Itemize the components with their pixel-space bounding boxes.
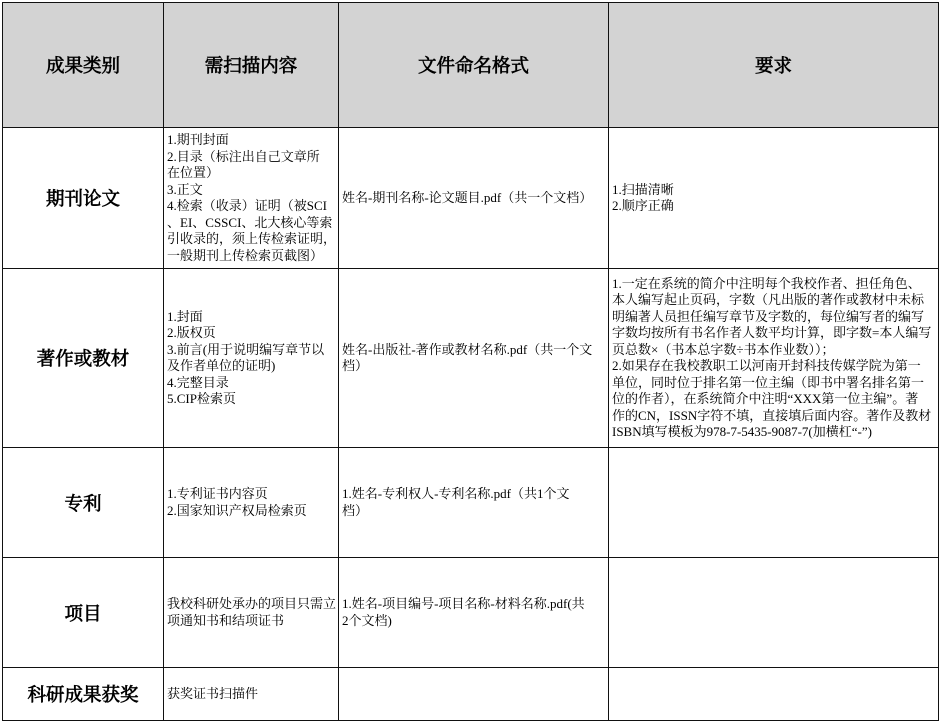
project-scan-content-cell xyxy=(164,558,339,668)
file-naming-text: 姓名-出版社-著作或教材名称.pdf（共一个文 档） xyxy=(342,341,593,373)
scan-content-text: 我校科研处承办的项目只需立 项通知书和结项证书 xyxy=(167,596,337,628)
header-scan-content xyxy=(164,3,339,128)
requirements-text: 1.一定在系统的简介中注明每个我校作者、担任角色、 本人编写起止页码，字数（凡出版的著作或教材中未标 明编著人员担任编写章节及字数的，每位编写者的编写 字数均按所有书名作者人数平均计算，即字数=本人编写 页总数×（书本总字数÷书本作业数））； 2.如果存在我校教职工以河南开封科技传媒学院为第一 单位，同时位于排名第一位主编（即书中署名排名第一 位的作者），在系统简介中注明“XXX第一位主编”。著 作的CN，ISSN字符不填，直接填后面内容。著作及教材 ISBN填写模板为978-7-5435-9087-7(加横杠“-”) xyxy=(612,275,932,439)
project-file-naming-cell xyxy=(339,558,609,668)
research-award-scan-content-cell xyxy=(164,668,339,721)
category-label: 专利 xyxy=(64,494,102,515)
category-label: 著作或教材 xyxy=(36,350,130,370)
header-file-naming xyxy=(339,3,609,128)
header-file-naming-text: 文件命名格式 xyxy=(417,57,529,77)
submission-requirements-table xyxy=(2,2,939,721)
research-award-file-naming-cell xyxy=(339,668,609,721)
book-textbook-scan-content-cell xyxy=(164,269,339,448)
research-award-category-cell xyxy=(3,668,164,721)
book-textbook-requirements-cell xyxy=(609,269,939,448)
book-textbook-file-naming-cell xyxy=(339,269,609,448)
category-label: 项目 xyxy=(64,604,102,625)
research-award-requirements-cell xyxy=(609,668,939,721)
header-scan-content-text: 需扫描内容 xyxy=(204,57,298,77)
journal-paper-category-cell xyxy=(3,128,164,269)
project-category-cell xyxy=(3,558,164,668)
journal-paper-file-naming-cell xyxy=(339,128,609,269)
file-naming-text: 1.姓名-项目编号-项目名称-材料名称.pdf(共 2个文档) xyxy=(342,596,585,628)
scan-content-text: 获奖证书扫描件 xyxy=(167,685,259,701)
category-label: 期刊论文 xyxy=(45,190,120,210)
scan-content-text: 1.期刊封面 2.目录（标注出自己文章所 在位置） 3.正文 4.检索（收录）证明（被SCI 、EI、CSSCI、北大核心等索 引收录的，须上传检索证明， 一般期刊上传检索页截图） xyxy=(167,132,337,263)
scan-content-text: 1.封面 2.版权页 3.前言(用于说明编写章节以 及作者单位的证明) 4.完整目录 5.CIP检索页 xyxy=(167,308,325,406)
file-naming-text: 姓名-期刊名称-论文题目.pdf（共一个文档） xyxy=(342,189,593,205)
patent-requirements-cell xyxy=(609,448,939,558)
requirements-text: 1.扫描清晰 2.顺序正确 xyxy=(612,181,674,213)
header-category xyxy=(3,3,164,128)
header-requirements-text: 要求 xyxy=(754,57,792,77)
journal-paper-scan-content-cell xyxy=(164,128,339,269)
project-requirements-cell xyxy=(609,558,939,668)
book-textbook-category-cell xyxy=(3,269,164,448)
journal-paper-requirements-cell xyxy=(609,128,939,269)
scan-content-text: 1.专利证书内容页 2.国家知识产权局检索页 xyxy=(167,486,307,518)
patent-scan-content-cell xyxy=(164,448,339,558)
file-naming-text: 1.姓名-专利权人-专利名称.pdf（共1个文 档） xyxy=(342,486,570,518)
header-category-text: 成果类别 xyxy=(45,57,120,77)
category-label: 科研成果获奖 xyxy=(27,686,139,706)
header-requirements xyxy=(609,3,939,128)
patent-file-naming-cell xyxy=(339,448,609,558)
patent-category-cell xyxy=(3,448,164,558)
